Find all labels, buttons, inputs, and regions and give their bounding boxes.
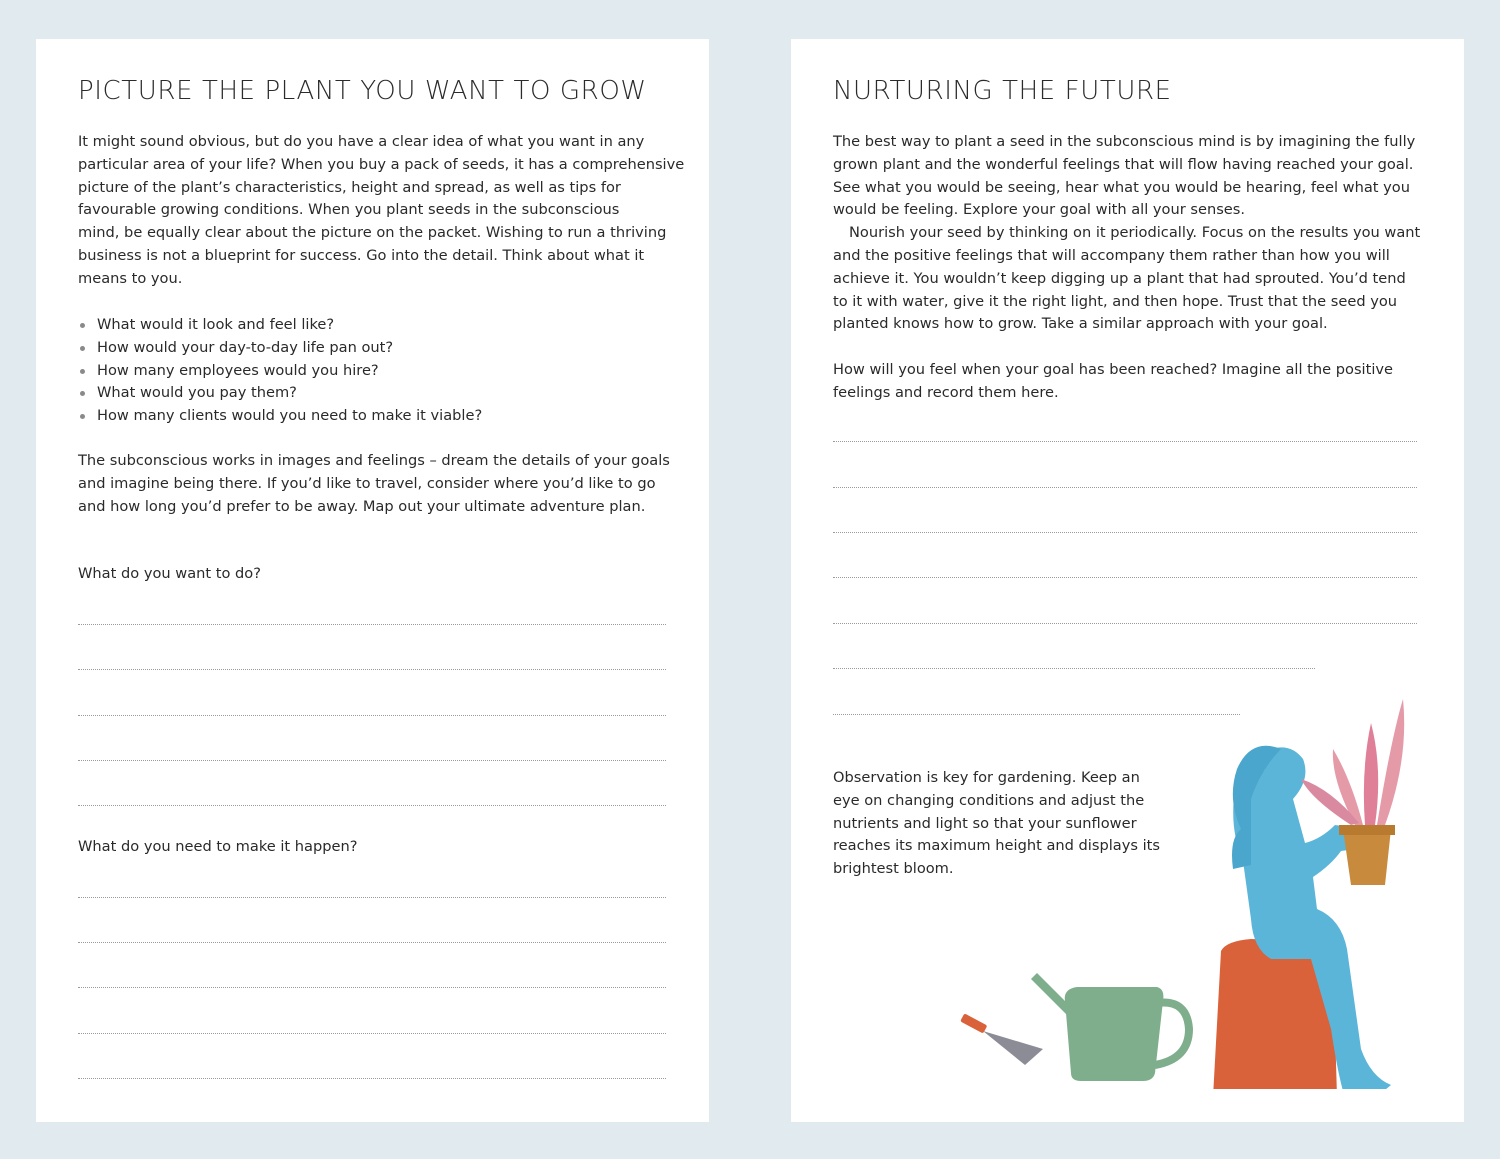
nourish-line: planted knows how to grow. Take a similar approach with your goal. [833, 315, 1328, 333]
writing-line[interactable] [833, 532, 1417, 533]
dream-line: and imagine being there. If you’d like to travel, consider where you’d like to go [78, 474, 656, 492]
writing-line[interactable] [833, 441, 1417, 442]
seed-line: grown plant and the wonderful feelings that will flow having reached your goal. [833, 155, 1414, 173]
left-page-title: PICTURE THE PLANT YOU WANT TO GROW [78, 76, 647, 106]
intro-line: picture of the plant’s characteristics, height and spread, as well as tips for [78, 178, 621, 196]
writing-line[interactable] [78, 715, 666, 716]
left-page [36, 39, 709, 1122]
writing-line[interactable] [78, 987, 666, 988]
prompt-line: How will you feel when your goal has been reached? Imagine all the positive [833, 361, 1394, 378]
prompt-line: feelings and record them here. [833, 383, 1059, 401]
writing-line[interactable] [78, 760, 666, 761]
question-bullet-list [78, 314, 482, 428]
bullet-item: What would you pay them? [78, 382, 482, 405]
seed-line: would be feeling. Explore your goal with all your senses. [833, 201, 1246, 219]
nourish-line: Nourish your seed by thinking on it periodically. Focus on the results you want [849, 224, 1421, 242]
plant-leaves-icon [1301, 699, 1404, 825]
question-what-to-do: What do you want to do? [78, 565, 261, 582]
seed-paragraph [833, 131, 1420, 336]
right-page [791, 39, 1464, 1122]
nourish-line: achieve it. You wouldn’t keep digging up a plant that had sprouted. You’d tend [833, 269, 1406, 287]
right-page-title: NURTURING THE FUTURE [833, 76, 1172, 106]
writing-line[interactable] [78, 897, 666, 898]
writing-line[interactable] [833, 623, 1417, 624]
intro-line: mind, be equally clear about the picture on the packet. Wishing to run a thriving [78, 224, 667, 242]
nourish-line: to it with water, give it the right light, and then hope. Trust that the seed you [833, 292, 1398, 310]
bullet-item: What would it look and feel like? [78, 314, 482, 337]
observation-line: brightest bloom. [833, 860, 954, 878]
intro-line: means to you. [78, 269, 183, 287]
seed-line: The best way to plant a seed in the subconscious mind is by imagining the fully [833, 133, 1416, 150]
observation-line: reaches its maximum height and displays its [833, 837, 1160, 855]
observation-line: eye on changing conditions and adjust the [833, 791, 1145, 809]
writing-line[interactable] [833, 487, 1417, 488]
dream-paragraph [78, 450, 670, 518]
intro-line: business is not a blueprint for success. Go into the detail. Think about what it [78, 246, 645, 264]
writing-line[interactable] [78, 1033, 666, 1034]
intro-paragraph [78, 131, 684, 291]
feelings-prompt [833, 359, 1393, 405]
bullet-item: How many employees would you hire? [78, 360, 482, 383]
writing-line[interactable] [78, 805, 666, 806]
gardener-illustration [951, 629, 1411, 1089]
plant-pot-icon [1339, 825, 1395, 885]
dream-line: and how long you’d prefer to be away. Map out your ultimate adventure plan. [78, 497, 646, 515]
writing-line[interactable] [78, 624, 666, 625]
intro-line: It might sound obvious, but do you have a clear idea of what you want in any [78, 133, 645, 150]
writing-line[interactable] [78, 669, 666, 670]
intro-line: particular area of your life? When you buy a pack of seeds, it has a comprehensive [78, 155, 685, 173]
question-what-you-need: What do you need to make it happen? [78, 838, 358, 855]
intro-line: favourable growing conditions. When you plant seeds in the subconscious [78, 201, 620, 219]
nourish-line: and the positive feelings that will accompany them rather than how you will [833, 246, 1390, 264]
bullet-item: How would your day-to-day life pan out? [78, 337, 482, 360]
dream-line: The subconscious works in images and feelings – dream the details of your goals [78, 452, 670, 469]
writing-line[interactable] [78, 942, 666, 943]
writing-line[interactable] [78, 1078, 666, 1079]
seed-line: See what you would be seeing, hear what you would be hearing, feel what you [833, 178, 1410, 196]
bullet-item: How many clients would you need to make it viable? [78, 405, 482, 428]
observation-line: Observation is key for gardening. Keep an [833, 769, 1140, 786]
trowel-icon [960, 1013, 1043, 1065]
observation-line: nutrients and light so that your sunflower [833, 814, 1137, 832]
watering-can-icon [1031, 973, 1189, 1081]
writing-line[interactable] [833, 577, 1417, 578]
